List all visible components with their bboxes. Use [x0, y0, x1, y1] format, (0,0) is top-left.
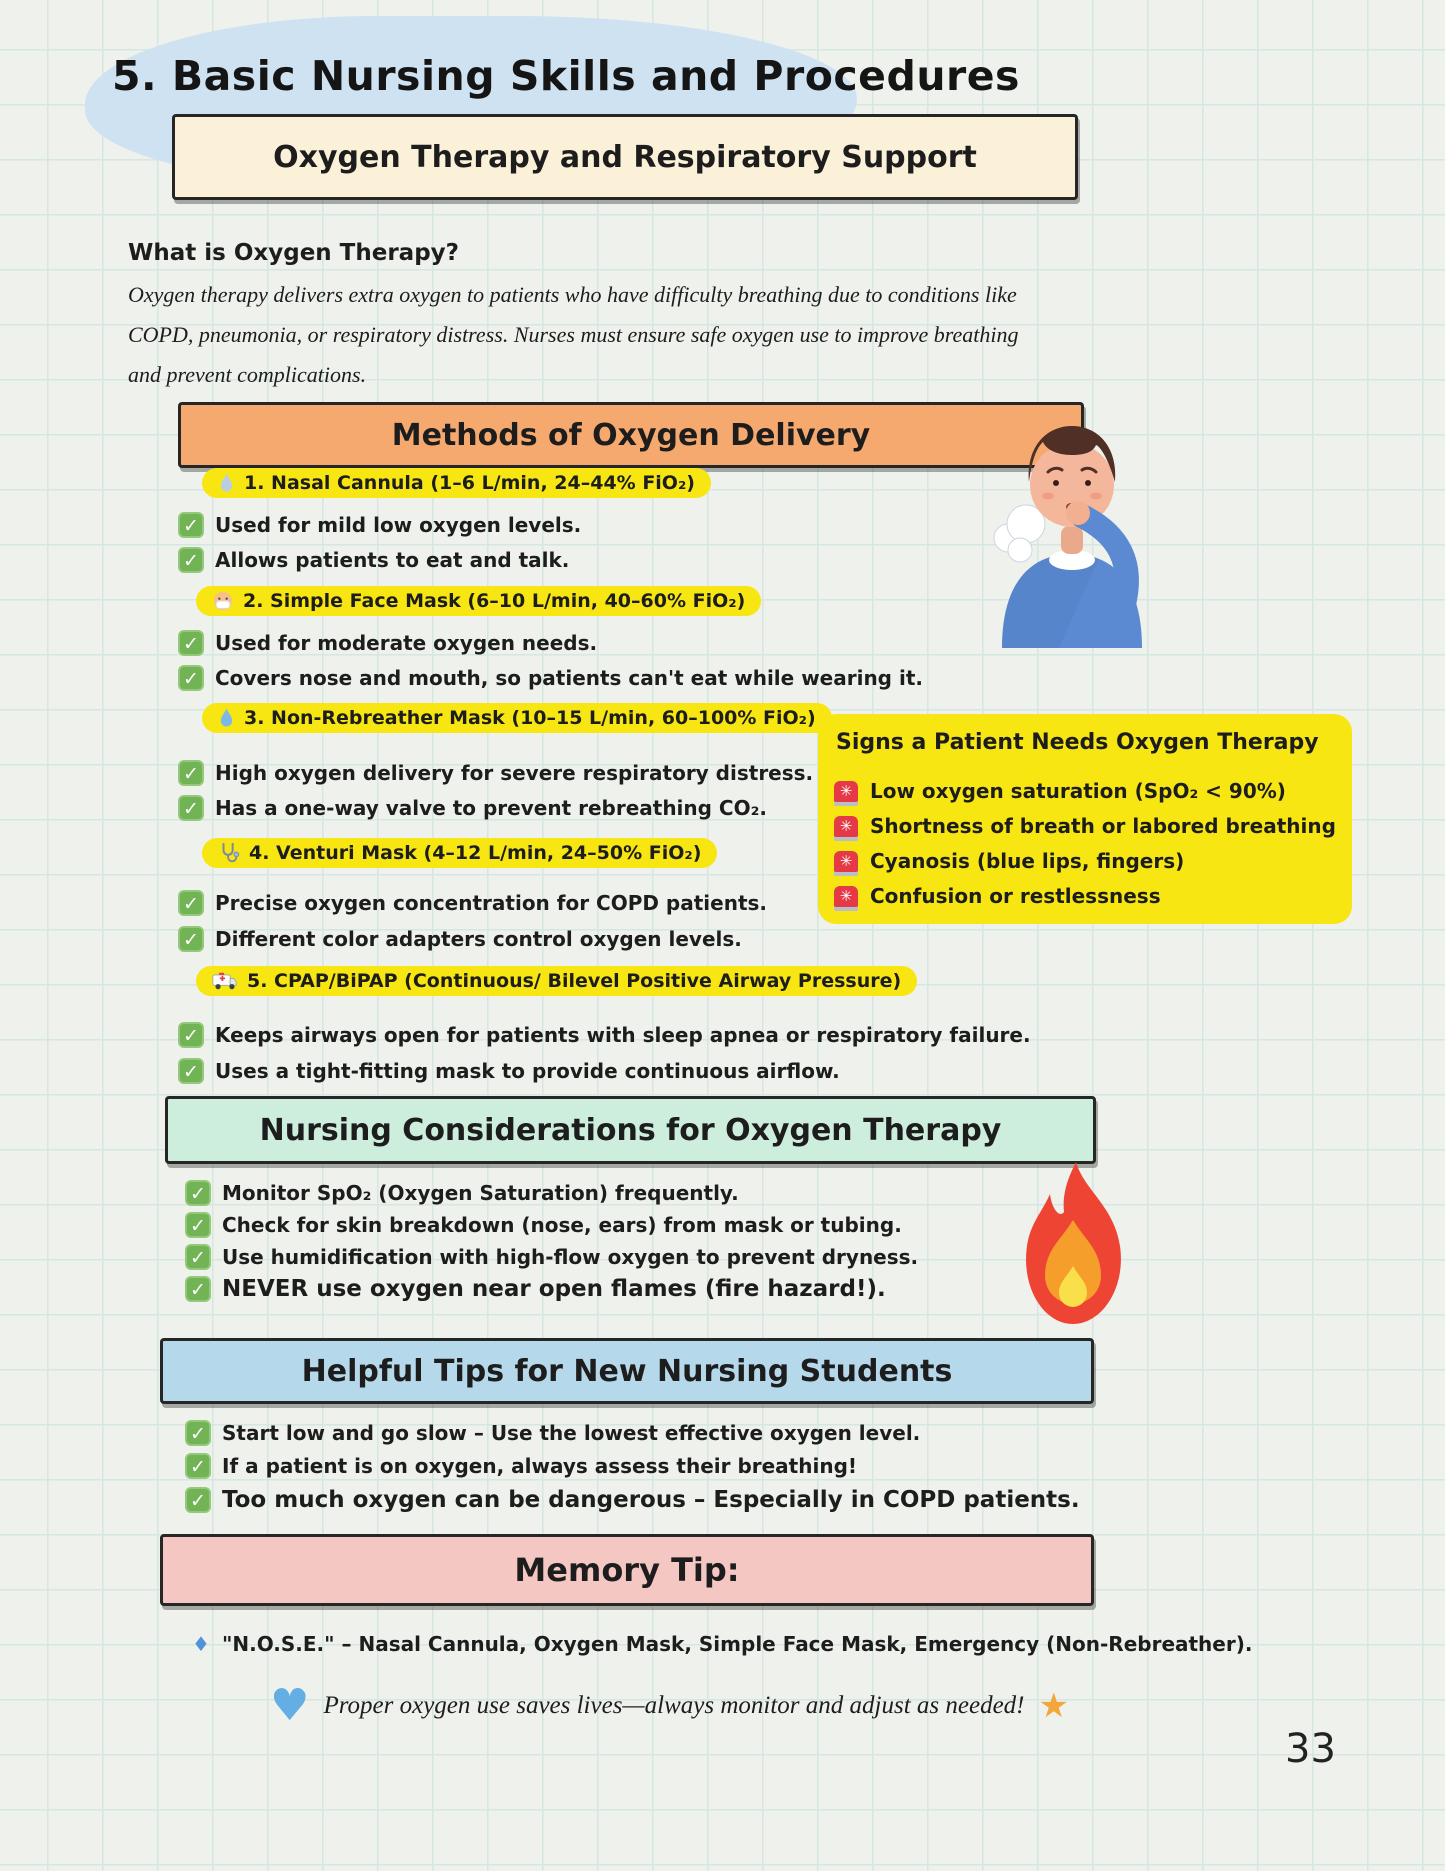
- method-point-text: Different color adapters control oxygen levels.: [215, 927, 742, 951]
- check-icon: ✓: [178, 630, 204, 656]
- check-icon: ✓: [185, 1487, 211, 1513]
- method-pill-venturi-mask: [202, 838, 717, 868]
- glowing-star-icon: ★: [1038, 1686, 1069, 1726]
- method-point-text: Used for moderate oxygen needs.: [215, 631, 598, 655]
- check-icon: ✓: [178, 512, 204, 538]
- method-label: 1. Nasal Cannula (1–6 L/min, 24–44% FiO₂): [244, 472, 695, 494]
- method-point-text: High oxygen delivery for severe respiratory distress.: [215, 761, 814, 785]
- consideration-text: Check for skin breakdown (nose, ears) from mask or tubing.: [222, 1213, 902, 1237]
- tip-text: Start low and go slow – Use the lowest effective oxygen level.: [222, 1421, 921, 1445]
- method-point: [178, 1022, 1031, 1048]
- method-label: 3. Non-Rebreather Mask (10–15 L/min, 60–100% FiO₂): [244, 707, 816, 729]
- footer-note: [270, 1680, 1069, 1731]
- signs-box: [818, 714, 1352, 924]
- tip-point: [185, 1487, 1080, 1513]
- droplet-blue-icon: [218, 707, 235, 729]
- check-icon: ✓: [178, 1022, 204, 1048]
- siren-icon: ✳: [834, 781, 858, 802]
- method-point: [178, 630, 597, 656]
- method-point: [178, 926, 742, 952]
- tip-text: If a patient is on oxygen, always assess their breathing!: [222, 1454, 858, 1478]
- method-label: 5. CPAP/BiPAP (Continuous/ Bilevel Positive Airway Pressure): [247, 970, 902, 992]
- intro-line: COPD, pneumonia, or respiratory distress. Nurses must ensure safe oxygen use to improve breathing: [128, 322, 1019, 347]
- intro-line: Oxygen therapy delivers extra oxygen to patients who have difficulty breathing due to conditions like: [128, 282, 1017, 307]
- method-label: 4. Venturi Mask (4–12 L/min, 24–50% FiO₂): [249, 842, 702, 864]
- signs-title: Signs a Patient Needs Oxygen Therapy: [836, 730, 1319, 755]
- method-point-text: Allows patients to eat and talk.: [215, 548, 570, 572]
- droplet-pale-icon: [218, 472, 235, 494]
- consideration-text: Monitor SpO₂ (Oxygen Saturation) frequently.: [222, 1181, 739, 1205]
- memory-text: "N.O.S.E." – Nasal Cannula, Oxygen Mask, Simple Face Mask, Emergency (Non-Rebreather).: [221, 1632, 1253, 1656]
- consideration-text: NEVER use oxygen near open flames (fire hazard!).: [222, 1276, 886, 1302]
- consideration-point: [185, 1244, 918, 1270]
- stethoscope-icon: [218, 842, 240, 864]
- sign-text: Shortness of breath or labored breathing: [870, 814, 1336, 838]
- tip-point: [185, 1420, 920, 1446]
- intro-heading: What is Oxygen Therapy?: [128, 240, 459, 266]
- check-icon: ✓: [185, 1244, 211, 1270]
- considerations-banner: Nursing Considerations for Oxygen Therapy: [165, 1096, 1096, 1164]
- subtitle-box: Oxygen Therapy and Respiratory Support: [172, 114, 1078, 200]
- check-icon: ✓: [185, 1212, 211, 1238]
- check-icon: ✓: [178, 547, 204, 573]
- tip-point: [185, 1453, 857, 1479]
- check-icon: ✓: [178, 795, 204, 821]
- method-pill-cpap-bipap: [196, 966, 917, 996]
- check-icon: ✓: [178, 1058, 204, 1084]
- sign-item: [834, 884, 1336, 908]
- intro-line: and prevent complications.: [128, 362, 367, 387]
- method-point-text: Has a one-way valve to prevent rebreathing CO₂.: [215, 796, 767, 820]
- sign-text: Low oxygen saturation (SpO₂ < 90%): [870, 779, 1286, 803]
- ambulance-icon: [212, 971, 238, 991]
- sign-text: Confusion or restlessness: [870, 884, 1161, 908]
- memory-point: [192, 1632, 1252, 1656]
- consideration-text: Use humidification with high-flow oxygen to prevent dryness.: [222, 1245, 919, 1269]
- siren-icon: ✳: [834, 886, 858, 907]
- method-pill-non-rebreather: [202, 703, 832, 733]
- check-icon: ✓: [178, 890, 204, 916]
- check-icon: ✓: [178, 926, 204, 952]
- method-pill-nasal-cannula: [202, 468, 711, 498]
- coughing-person-illustration: [972, 390, 1172, 652]
- blue-diamond-icon: ♦: [192, 1632, 210, 1656]
- page-number: 33: [1285, 1726, 1336, 1772]
- footer-text: Proper oxygen use saves lives—always monitor and adjust as needed!: [323, 1692, 1025, 1719]
- tips-banner: Helpful Tips for New Nursing Students: [160, 1338, 1094, 1404]
- check-icon: ✓: [185, 1453, 211, 1479]
- methods-banner: Methods of Oxygen Delivery: [178, 402, 1084, 468]
- memory-banner: Memory Tip:: [160, 1534, 1094, 1606]
- siren-icon: ✳: [834, 816, 858, 837]
- method-point-text: Keeps airways open for patients with sleep apnea or respiratory failure.: [215, 1023, 1031, 1047]
- fire-illustration: [1012, 1160, 1136, 1334]
- method-point: [178, 547, 569, 573]
- sign-item: [834, 779, 1336, 803]
- face-mask-icon: [212, 590, 234, 612]
- sign-text: Cyanosis (blue lips, fingers): [870, 849, 1185, 873]
- page-title: 5. Basic Nursing Skills and Procedures: [112, 52, 1020, 100]
- check-icon: ✓: [185, 1420, 211, 1446]
- check-icon: ✓: [185, 1180, 211, 1206]
- method-label: 2. Simple Face Mask (6–10 L/min, 40–60% FiO₂): [243, 590, 746, 612]
- method-point-text: Used for mild low oxygen levels.: [215, 513, 582, 537]
- check-icon: ✓: [178, 665, 204, 691]
- consideration-point: [185, 1212, 902, 1238]
- sign-item: [834, 849, 1336, 873]
- check-icon: ✓: [185, 1276, 211, 1302]
- tip-text: Too much oxygen can be dangerous – Especially in COPD patients.: [222, 1487, 1080, 1513]
- method-point-text: Precise oxygen concentration for COPD patients.: [215, 891, 768, 915]
- check-icon: ✓: [178, 760, 204, 786]
- blue-heart-icon: ♥: [270, 1680, 310, 1731]
- method-point: [178, 1058, 840, 1084]
- method-point-text: Uses a tight-fitting mask to provide continuous airflow.: [215, 1059, 840, 1083]
- consideration-point: [185, 1276, 886, 1302]
- consideration-point: [185, 1180, 739, 1206]
- method-pill-simple-face-mask: [196, 586, 761, 616]
- method-point: [178, 665, 923, 691]
- method-point: [178, 795, 767, 821]
- method-point: [178, 890, 767, 916]
- method-point: [178, 760, 813, 786]
- method-point-text: Covers nose and mouth, so patients can't eat while wearing it.: [215, 666, 923, 690]
- siren-icon: ✳: [834, 851, 858, 872]
- sign-item: [834, 814, 1336, 838]
- method-point: [178, 512, 581, 538]
